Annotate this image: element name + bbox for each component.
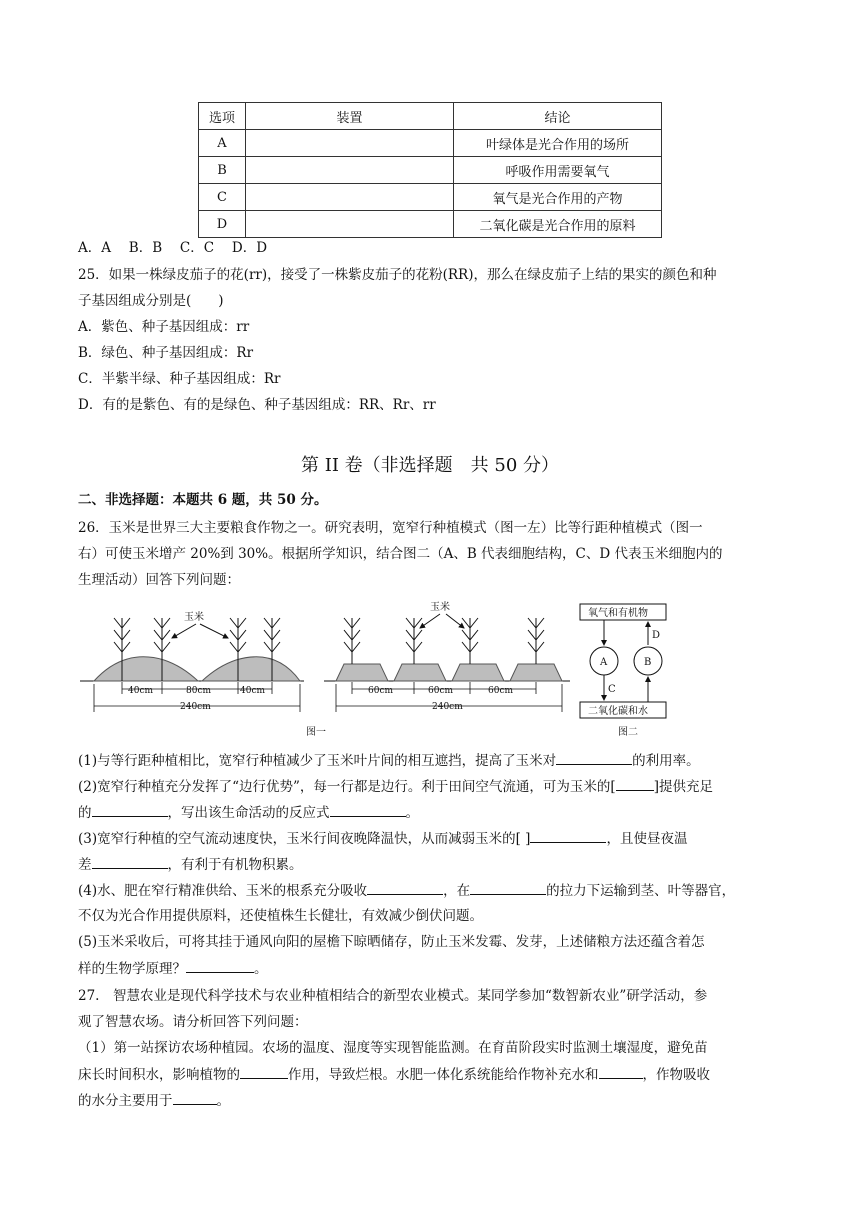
table-row — [199, 130, 662, 157]
q27-part1-cont2: 的水分主要用于 。 — [78, 1093, 230, 1109]
table-row — [199, 184, 662, 211]
q26-part3: (3)宽窄行种植的空气流动速度快，玉米行间夜晚降温快，从而减弱玉米的[ ] ，且使昼夜温 — [78, 831, 688, 847]
q26-part4-cont: 不仅为光合作用提供原料，还使植株生长健壮，有效减少倒伏问题。 — [78, 908, 483, 924]
cell-option: A — [199, 130, 246, 157]
q26-part4: (4)水、肥在窄行精准供给、玉米的根系充分吸收 ，在 的拉力下运输到茎、叶等器官， — [78, 883, 736, 899]
answer-blank[interactable] — [173, 1091, 217, 1105]
figure1-caption: 图一 — [306, 727, 326, 738]
table-header-row — [199, 103, 662, 130]
cell-option: D — [199, 211, 246, 238]
top-box-label: 氧气和有机物 — [588, 608, 648, 619]
table-row — [199, 211, 662, 238]
answer-blank[interactable] — [240, 1065, 288, 1079]
answer-blank[interactable] — [92, 803, 168, 817]
answer-blank[interactable] — [92, 855, 168, 869]
corn-planting-figure — [78, 598, 678, 744]
answer-blank[interactable] — [530, 829, 606, 843]
q26-part2: (2)宽窄行种植充分发挥了“边行优势”，每一行都是边行。利于田间空气流通，可为玉米的[ ]提供充足 — [78, 779, 713, 795]
dim-left-2: 80cm — [186, 686, 212, 696]
q27-part1: （1）第一站探访农场种植园。农场的温度、湿度等实现智能监测。在育苗阶段实时监测土壤湿度，避免苗 — [78, 1040, 708, 1056]
q26-part1: (1)与等行距种植相比，宽窄行种植减少了玉米叶片间的相互遮挡，提高了玉米对 的利用率。 — [78, 753, 700, 769]
arrow-d-label: D — [652, 630, 661, 641]
cell-device — [246, 130, 454, 157]
header-option: 选项 — [199, 103, 246, 130]
q25-stem-line2: 子基因组成分别是( ) — [78, 293, 224, 309]
cell-conclusion: 呼吸作用需要氧气 — [454, 157, 662, 184]
figure2-caption: 图二 — [618, 727, 638, 738]
q26-stem-line1: 26．玉米是世界三大主要粮食作物之一。研究表明，宽窄行种植模式（图一左）比等行距种植模式（图一 — [78, 520, 703, 536]
q25-option-a: A．紫色、种子基因组成：rr — [78, 319, 250, 335]
corn-label-left: 玉米 — [184, 612, 204, 623]
dim-left-3: 40cm — [240, 686, 266, 696]
cell-option: B — [199, 157, 246, 184]
soil-ridge — [94, 657, 198, 681]
bottom-box-label: 二氧化碳和水 — [588, 706, 648, 717]
soil-ridges-right — [336, 664, 562, 681]
cell-option: C — [199, 184, 246, 211]
dim-right-3: 60cm — [488, 686, 514, 696]
cell-device — [246, 211, 454, 238]
q27-stem-line2: 观了智慧农场。请分析回答下列问题： — [78, 1014, 308, 1030]
header-device: 装置 — [246, 103, 454, 130]
answer-blank[interactable] — [616, 777, 654, 791]
q26-part5-cont: 样的生物学原理？ 。 — [78, 961, 268, 977]
answer-blank[interactable] — [599, 1065, 643, 1079]
q27-stem-line1: 27. 智慧农业是现代科学技术与农业种植相结合的新型农业模式。某同学参加“数智新农业”研学活动，参 — [78, 988, 708, 1004]
answer-blank[interactable] — [556, 751, 632, 765]
arrow-c-label: C — [608, 684, 616, 695]
dim-left-total: 240cm — [180, 702, 211, 712]
header-conclusion: 结论 — [454, 103, 662, 130]
corn-label-right: 玉米 — [430, 602, 450, 613]
dim-left-1: 40cm — [128, 686, 154, 696]
dim-right-total: 240cm — [432, 702, 463, 712]
q25-option-b: B．绿色、种子基因组成：Rr — [78, 345, 254, 361]
q26-part3-cont: 差 ，有利于有机物积累。 — [78, 857, 303, 873]
table-row — [199, 157, 662, 184]
section-title: 第 II 卷（非选择题 共 50 分） — [300, 455, 559, 476]
cell-device — [246, 157, 454, 184]
cell-device — [246, 184, 454, 211]
section-note: 二、非选择题：本题共 6 题，共 50 分。 — [78, 492, 328, 508]
q25-stem-line1: 25．如果一株绿皮茄子的花(rr)，接受了一株紫皮茄子的花粉(RR)，那么在绿皮茄子上结的果实的颜色和种 — [78, 267, 717, 283]
circle-b-label: B — [644, 657, 652, 668]
circle-a-label: A — [600, 657, 608, 668]
q26-stem-line2: 右）可使玉米增产 20%到 30%。根据所学知识，结合图二（A、B 代表细胞结构，C、D 代表玉米细胞内的 — [78, 546, 723, 562]
options-table — [198, 102, 662, 238]
answer-blank[interactable] — [367, 881, 443, 895]
q25-option-c: C．半紫半绿、种子基因组成：Rr — [78, 371, 281, 387]
answer-blank[interactable] — [330, 803, 406, 817]
corn-plants-right — [344, 618, 544, 664]
q25-option-d: D．有的是紫色、有的是绿色、种子基因组成：RR、Rr、rr — [78, 397, 436, 413]
q26-part5: (5)玉米采收后，可将其挂于通风向阳的屋檐下晾晒储存，防止玉米发霉、发芽，上述储粮方法还蕴含着怎 — [78, 934, 705, 950]
q27-part1-cont: 床长时间积水，影响植物的 作用，导致烂根。水肥一体化系统能给作物补充水和 ，作物吸收 — [78, 1067, 710, 1083]
q26-stem-line3: 生理活动）回答下列问题： — [78, 572, 240, 588]
answer-blank[interactable] — [186, 959, 254, 973]
dim-right-2: 60cm — [428, 686, 454, 696]
cell-conclusion: 叶绿体是光合作用的场所 — [454, 130, 662, 157]
soil-ridge — [202, 657, 300, 681]
cell-conclusion: 二氧化碳是光合作用的原料 — [454, 211, 662, 238]
cell-conclusion: 氧气是光合作用的产物 — [454, 184, 662, 211]
q26-part2-cont: 的 ，写出该生命活动的反应式 。 — [78, 805, 419, 821]
q24-answer-options: A．A B．B C．C D．D — [78, 240, 268, 256]
dim-right-1: 60cm — [368, 686, 394, 696]
answer-blank[interactable] — [470, 881, 546, 895]
